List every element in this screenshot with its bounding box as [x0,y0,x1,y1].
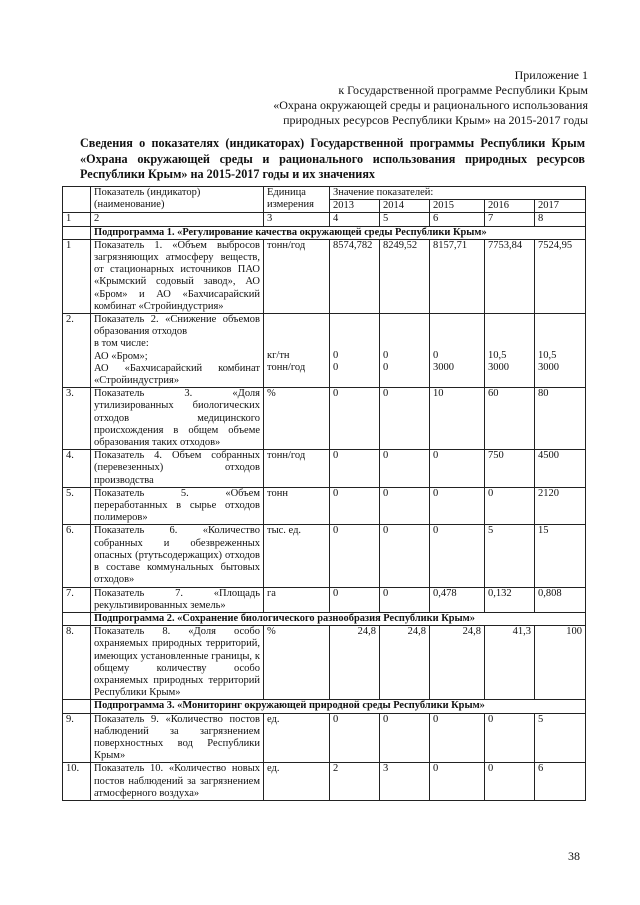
value-cell: 0 [380,450,430,488]
year-cell: 2013 [330,200,380,213]
value-cell: 0 [430,487,485,525]
value-cell: 0 [485,713,535,763]
value-cell: 60 [485,388,535,450]
value-cell: 0,808 [535,587,586,612]
value-cell: 10,5 3000 [485,314,535,388]
header-cell [63,187,91,213]
unit-cell: % [264,626,330,700]
value-cell: 0 [430,763,485,801]
unit-cell: тонн/год [264,239,330,313]
indicator-line: Показатель 2. «Снижение объемов образования отходов [94,314,260,338]
row-number: 7. [63,587,91,612]
subprogram-row [63,612,586,625]
appendix-header [273,68,588,128]
value-cell: 0 [330,487,380,525]
value-cell: 0 3000 [430,314,485,388]
value-cell: 0 [430,450,485,488]
unit-cell: ед. [264,713,330,763]
row-number: 4. [63,450,91,488]
value-cell: 0 0 [380,314,430,388]
indicator-name [91,314,264,388]
subprogram-title: Подпрограмма 2. «Сохранение биологического разнообразия Республики Крым» [91,612,586,625]
table-row [63,713,586,763]
table-row [63,314,586,388]
header-indicator: Показатель (индикатор) (наименование) [91,187,264,213]
value-cell: 0,478 [430,587,485,612]
unit-cell: тонн [264,487,330,525]
indicator-line: АО «Бром»; [94,350,148,362]
value-cell: 100 [535,626,586,700]
row-number: 1 [63,239,91,313]
table-row [63,626,586,700]
table-row [63,525,586,587]
value-cell: 0 [380,587,430,612]
indicator-name: Показатель 10. «Количество новых постов наблюдений за загрязнением атмосферного воздуха» [91,763,264,801]
indicator-name: Показатель 5. «Объем переработанных в сырье отходов полимеров» [91,487,264,525]
year-cell: 2017 [535,200,586,213]
subprogram-row [63,700,586,713]
unit-cell: кг/тн тонн/год [264,314,330,388]
row-number: 8. [63,626,91,700]
value-cell: 0 0 [330,314,380,388]
indicator-name: Показатель 4. Объем собранных (перевезенных) отходов производства [91,450,264,488]
row-number: 3. [63,388,91,450]
value-cell: 0 [430,525,485,587]
value-cell: 0 [380,713,430,763]
value-cell: 2120 [535,487,586,525]
colnum-cell: 2 [91,213,264,226]
indicator-name: Показатель 9. «Количество постов наблюдений за загрязнением поверхностных вод Республики Крым» [91,713,264,763]
value-cell: 8574,782 [330,239,380,313]
subprogram-title: Подпрограмма 3. «Мониторинг окружающей природной среды Республики Крым» [91,700,586,713]
table-row [63,239,586,313]
value-cell: 7753,84 [485,239,535,313]
value-cell: 8249,52 [380,239,430,313]
value-cell: 4500 [535,450,586,488]
value-cell: 2 [330,763,380,801]
subprogram-row [63,226,586,239]
row-number: 5. [63,487,91,525]
indicator-line: в том числе: [94,338,149,350]
year-cell: 2014 [380,200,430,213]
header-unit: Единица измерения [264,187,330,213]
row-number: 10. [63,763,91,801]
table-row [63,450,586,488]
value-cell: 3 [380,763,430,801]
unit-cell: тыс. ед. [264,525,330,587]
value-cell: 0 [330,713,380,763]
appendix-line: «Охрана окружающей среды и рационального использования [273,98,588,112]
value-cell: 0 [380,487,430,525]
unit-cell: тонн/год [264,450,330,488]
value-cell: 0 [330,525,380,587]
unit-cell: % [264,388,330,450]
value-cell: 6 [535,763,586,801]
value-cell: 0 [485,487,535,525]
table-row [63,388,586,450]
value-cell: 24,8 [380,626,430,700]
value-cell: 15 [535,525,586,587]
row-number: 2. [63,314,91,388]
value-cell: 0,132 [485,587,535,612]
indicator-name: Показатель 6. «Количество собранных и обезвреженных опасных (ртутьсодержащих) отходов в составе коммунальных бытовых отходов» [91,525,264,587]
value-cell: 41,3 [485,626,535,700]
indicator-line: АО «Бахчисарайский комбинат «Стройиндустрия» [94,362,260,387]
header-values: Значение показателей: [330,187,586,200]
colnum-cell: 4 [330,213,380,226]
value-cell: 0 [380,525,430,587]
value-cell: 0 [330,388,380,450]
table-row [63,587,586,612]
appendix-line: к Государственной программе Республики Крым [338,83,588,97]
value-cell: 7524,95 [535,239,586,313]
value-cell: 0 [380,388,430,450]
value-cell: 0 [330,450,380,488]
colnum-cell: 8 [535,213,586,226]
value-cell: 10,5 3000 [535,314,586,388]
row-number: 9. [63,713,91,763]
indicator-name: Показатель 7. «Площадь рекультивированных земель» [91,587,264,612]
value-cell: 24,8 [430,626,485,700]
column-number-row [63,213,586,226]
year-cell: 2015 [430,200,485,213]
table-header-row [63,187,586,200]
value-cell: 750 [485,450,535,488]
value-cell: 0 [430,713,485,763]
unit-cell: ед. [264,763,330,801]
colnum-cell: 3 [264,213,330,226]
unit-cell: га [264,587,330,612]
value-cell: 5 [485,525,535,587]
appendix-line: природных ресурсов Республики Крым» на 2015-2017 годы [283,113,588,127]
indicator-name: Показатель 8. «Доля особо охраняемых природных территорий, имеющих установленные границы, к общему количеству особо охраняемых природных территорий Республики Крым» [91,626,264,700]
colnum-cell: 7 [485,213,535,226]
table-row [63,487,586,525]
appendix-line: Приложение 1 [514,68,588,82]
indicators-table [62,186,586,801]
page-number: 38 [568,849,580,863]
value-cell: 24,8 [330,626,380,700]
colnum-cell: 6 [430,213,485,226]
indicator-name: Показатель 1. «Объем выбросов загрязняющих атмосферу веществ, от стационарных источников ПАО «Крымский содовый завод», АО «Бром» и АО «Бахчисарайский комбинат «Стройиндустрия» [91,239,264,313]
colnum-cell: 1 [63,213,91,226]
year-cell: 2016 [485,200,535,213]
subprogram-title: Подпрограмма 1. «Регулирование качества окружающей среды Республики Крым» [91,226,586,239]
value-cell: 80 [535,388,586,450]
value-cell: 5 [535,713,586,763]
value-cell: 0 [485,763,535,801]
indicator-name: Показатель 3. «Доля утилизированных биологических отходов медицинского происхождения в общем объеме образования таких отходов» [91,388,264,450]
table-row [63,763,586,801]
value-cell: 8157,71 [430,239,485,313]
value-cell: 10 [430,388,485,450]
row-number: 6. [63,525,91,587]
document-title: Сведения о показателях (индикаторах) Государственной программы Республики Крым «Охрана окружающей среды и рационального использования природных ресурсов Республики Крым» на 2015-2017 годы и их значениях [80,136,585,181]
colnum-cell: 5 [380,213,430,226]
value-cell: 0 [330,587,380,612]
